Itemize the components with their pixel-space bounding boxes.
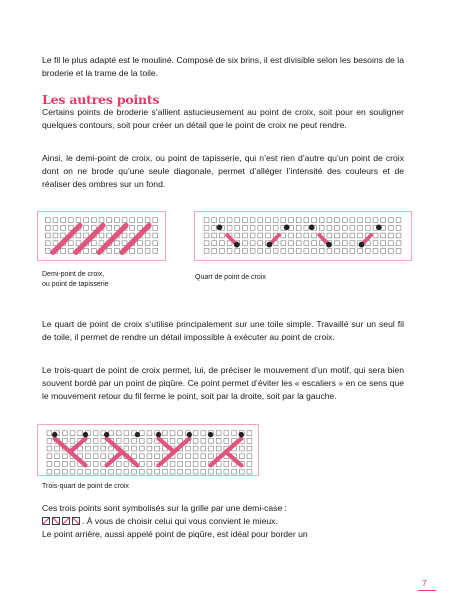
grid-cell <box>84 225 89 230</box>
grid-cell <box>61 248 66 253</box>
grid-cell <box>281 248 286 253</box>
grid-cell <box>91 248 96 253</box>
grid-cell <box>76 233 81 238</box>
grid-cell <box>186 454 191 459</box>
grid-cell <box>273 248 278 253</box>
grid-cell <box>201 454 206 459</box>
grid-cell <box>62 469 67 474</box>
grid-cell <box>250 225 255 230</box>
grid-cell <box>204 233 209 238</box>
grid-cell <box>99 218 104 223</box>
grid-cell <box>219 218 224 223</box>
grid-cell <box>216 446 221 451</box>
grid-cell <box>296 225 301 230</box>
grid-cell <box>84 248 89 253</box>
grid-cell <box>209 469 214 474</box>
grid-cell <box>45 225 50 230</box>
grid-cell <box>130 225 135 230</box>
page-number: 7 <box>422 578 427 588</box>
grid-cell <box>201 446 206 451</box>
paragraph-other-stitches: Certains points de broderie s’allient astucieusement au point de croix, soit pour en souligner quelques contours, soit pour créer un détail que le point de croix ne peut rendre. <box>42 107 404 130</box>
grid-cell <box>381 218 386 223</box>
grid-cell <box>186 462 191 467</box>
grid-cell <box>132 469 137 474</box>
grid-cell <box>258 233 263 238</box>
grid-cell <box>186 469 191 474</box>
grid-cell <box>312 241 317 246</box>
grid-cell <box>114 218 119 223</box>
grid-cell <box>312 218 317 223</box>
caption-quarter-stitch: Quart de point de croix <box>195 274 266 281</box>
grid-cell <box>101 454 106 459</box>
grid-cell <box>219 241 224 246</box>
grid-cell <box>170 431 175 436</box>
grid-cell <box>388 225 393 230</box>
grid-cell <box>235 218 240 223</box>
grid-cell <box>247 469 252 474</box>
grid-cell <box>304 218 309 223</box>
grid-cell <box>358 248 363 253</box>
grid-cell <box>239 446 244 451</box>
grid-cell <box>319 225 324 230</box>
grid-cell <box>109 469 114 474</box>
grid-cell <box>145 233 150 238</box>
grid-cell <box>116 431 121 436</box>
grid-cell <box>296 248 301 253</box>
grid-cell <box>212 225 217 230</box>
grid-cell <box>178 469 183 474</box>
grid-cell <box>209 446 214 451</box>
grid-cell <box>319 218 324 223</box>
grid-cell <box>243 233 248 238</box>
grid-cell <box>45 248 50 253</box>
grid-cell <box>327 248 332 253</box>
grid-cell <box>250 218 255 223</box>
grid-cell <box>78 469 83 474</box>
grid-cell <box>335 248 340 253</box>
half-square-symbol-icon <box>72 517 80 525</box>
grid-cell <box>373 233 378 238</box>
grid-cell <box>204 248 209 253</box>
grid-cell <box>342 225 347 230</box>
grid-cell <box>232 469 237 474</box>
half-stitch-figure <box>37 211 166 261</box>
grid-cell <box>281 218 286 223</box>
grid-cell <box>396 233 401 238</box>
grid-cell <box>139 438 144 443</box>
grid-cell <box>266 233 271 238</box>
grid-cell <box>186 446 191 451</box>
grid-cell <box>114 248 119 253</box>
grid-cell <box>45 241 50 246</box>
grid-cell <box>122 218 127 223</box>
grid-cell <box>243 248 248 253</box>
paragraph-back-stitch: Le point arrière, aussi appelé point de piqûre, est idéal pour border un <box>42 529 308 539</box>
grid-cell <box>247 438 252 443</box>
grid-cell <box>335 218 340 223</box>
grid-cell <box>342 218 347 223</box>
grid-cell <box>47 469 52 474</box>
grid-cell <box>388 233 393 238</box>
half-square-symbol-icon <box>52 517 60 525</box>
grid-cell <box>145 241 150 246</box>
grid-cell <box>93 462 98 467</box>
grid-cell <box>93 431 98 436</box>
grid-cell <box>93 446 98 451</box>
grid-cell <box>212 248 217 253</box>
grid-cell <box>99 233 104 238</box>
grid-cell <box>153 218 158 223</box>
grid-cell <box>91 241 96 246</box>
grid-cell <box>147 462 152 467</box>
grid-cell <box>145 218 150 223</box>
grid-cell <box>373 248 378 253</box>
grid-cell <box>247 446 252 451</box>
grid-cell <box>107 248 112 253</box>
grid-cell <box>212 233 217 238</box>
grid-cell <box>232 431 237 436</box>
grid-cell <box>45 233 50 238</box>
grid-cell <box>373 241 378 246</box>
half-stitch-diagram <box>38 212 165 260</box>
grid-cell <box>296 218 301 223</box>
paragraph-symbols <box>42 502 404 528</box>
grid-cell <box>70 431 75 436</box>
grid-cell <box>216 438 221 443</box>
grid-cell <box>53 218 58 223</box>
grid-cell <box>53 233 58 238</box>
grid-cell <box>153 248 158 253</box>
grid-cell <box>153 225 158 230</box>
grid-cell <box>201 469 206 474</box>
grid-cell <box>212 218 217 223</box>
grid-cell <box>68 248 73 253</box>
quarter-stitch-diagram <box>195 212 411 260</box>
grid-cell <box>396 225 401 230</box>
grid-cell <box>319 248 324 253</box>
grid-cell <box>55 454 60 459</box>
grid-cell <box>107 225 112 230</box>
grid-cell <box>53 225 58 230</box>
grid-cell <box>162 469 167 474</box>
grid-cell <box>116 462 121 467</box>
grid-cell <box>47 462 52 467</box>
grid-cell <box>335 241 340 246</box>
grid-cell <box>212 241 217 246</box>
grid-cell <box>312 233 317 238</box>
grid-cell <box>327 218 332 223</box>
grid-cell <box>91 218 96 223</box>
grid-cell <box>109 446 114 451</box>
grid-cell <box>219 233 224 238</box>
grid-cell <box>155 454 160 459</box>
grid-cell <box>388 248 393 253</box>
quarter-stitch-figure <box>194 211 412 261</box>
grid-cell <box>304 225 309 230</box>
grid-cell <box>47 431 52 436</box>
grid-cell <box>365 218 370 223</box>
grid-cell <box>258 248 263 253</box>
grid-cell <box>86 446 91 451</box>
grid-cell <box>396 248 401 253</box>
grid-cell <box>258 225 263 230</box>
grid-cell <box>342 241 347 246</box>
grid-cell <box>304 241 309 246</box>
grid-cell <box>304 233 309 238</box>
grid-cell <box>76 218 81 223</box>
grid-cell <box>373 218 378 223</box>
grid-cell <box>138 248 143 253</box>
grid-cell <box>55 469 60 474</box>
grid-cell <box>116 438 121 443</box>
grid-cell <box>258 241 263 246</box>
grid-cell <box>45 218 50 223</box>
grid-cell <box>178 454 183 459</box>
grid-cell <box>235 248 240 253</box>
grid-cell <box>266 218 271 223</box>
symbols-choice-text: . À vous de choisir celui qui vous convient le mieux. <box>82 516 278 526</box>
grid-cell <box>86 454 91 459</box>
half-square-symbol-icon <box>42 517 50 525</box>
grid-cell <box>162 431 167 436</box>
grid-cell <box>289 233 294 238</box>
grid-cell <box>388 241 393 246</box>
grid-cell <box>170 462 175 467</box>
grid-cell <box>273 225 278 230</box>
grid-cell <box>116 469 121 474</box>
three-quarter-stitch-diagram <box>38 425 258 475</box>
grid-cell <box>153 233 158 238</box>
grid-cell <box>247 462 252 467</box>
grid-cell <box>122 233 127 238</box>
grid-cell <box>147 454 152 459</box>
grid-cell <box>227 248 232 253</box>
grid-cell <box>124 438 129 443</box>
grid-cell <box>178 462 183 467</box>
grid-cell <box>55 462 60 467</box>
grid-cell <box>247 431 252 436</box>
grid-cell <box>258 218 263 223</box>
grid-cell <box>124 469 129 474</box>
grid-cell <box>296 241 301 246</box>
grid-cell <box>365 248 370 253</box>
three-quarter-stitch-figure <box>37 424 259 476</box>
grid-cell <box>335 225 340 230</box>
grid-cell <box>289 218 294 223</box>
grid-cell <box>335 233 340 238</box>
grid-cell <box>55 446 60 451</box>
grid-cell <box>243 225 248 230</box>
grid-cell <box>193 462 198 467</box>
grid-cell <box>224 469 229 474</box>
grid-cell <box>381 248 386 253</box>
grid-cell <box>239 454 244 459</box>
caption-half-stitch: Demi-point de croix, ou point de tapisserie <box>42 271 109 288</box>
grid-cell <box>47 446 52 451</box>
caption-three-quarter-stitch: Trois-quart de point de croix <box>42 483 129 490</box>
half-square-symbol-icon <box>62 517 70 525</box>
grid-cell <box>193 431 198 436</box>
grid-cell <box>93 438 98 443</box>
grid-cell <box>47 454 52 459</box>
grid-cell <box>62 462 67 467</box>
grid-cell <box>209 454 214 459</box>
grid-cell <box>216 431 221 436</box>
grid-cell <box>358 233 363 238</box>
grid-cell <box>235 225 240 230</box>
page-number-underline <box>418 590 436 591</box>
grid-cell <box>139 454 144 459</box>
grid-cell <box>62 431 67 436</box>
grid-cell <box>204 241 209 246</box>
grid-cell <box>209 438 214 443</box>
grid-cell <box>84 218 89 223</box>
grid-cell <box>224 431 229 436</box>
grid-cell <box>101 469 106 474</box>
grid-cell <box>289 241 294 246</box>
grid-cell <box>139 469 144 474</box>
grid-cell <box>350 241 355 246</box>
grid-cell <box>147 469 152 474</box>
grid-cell <box>93 469 98 474</box>
grid-cell <box>224 438 229 443</box>
grid-cell <box>147 438 152 443</box>
grid-cell <box>350 218 355 223</box>
grid-cell <box>342 248 347 253</box>
grid-cell <box>155 469 160 474</box>
grid-cell <box>68 218 73 223</box>
grid-cell <box>239 469 244 474</box>
symbols-intro-text: Ces trois points sont symbolisés sur la grille par une demi-case : <box>42 503 288 513</box>
grid-cell <box>396 241 401 246</box>
grid-cell <box>350 248 355 253</box>
grid-cell <box>101 446 106 451</box>
grid-cell <box>358 218 363 223</box>
grid-cell <box>281 241 286 246</box>
grid-cell <box>78 431 83 436</box>
grid-cell <box>216 469 221 474</box>
paragraph-half-stitch: Ainsi, le demi-point de croix, ou point de tapisserie, qui n’est rien d’autre qu’un point de croix dont on ne brode qu’une seule diagonale, permet d’alléger l’intensité des couleurs et de réaliser des ombres sur un fond. <box>42 153 404 189</box>
grid-cell <box>138 218 143 223</box>
grid-cell <box>193 454 198 459</box>
grid-cell <box>62 438 67 443</box>
grid-cell <box>170 438 175 443</box>
grid-cell <box>132 438 137 443</box>
grid-cell <box>250 241 255 246</box>
grid-cell <box>153 241 158 246</box>
grid-cell <box>304 248 309 253</box>
grid-cell <box>155 446 160 451</box>
grid-cell <box>247 454 252 459</box>
grid-cell <box>139 446 144 451</box>
grid-cell <box>61 225 66 230</box>
intro-paragraph: Le fil le plus adapté est le mouliné. Composé de six brins, il est divisible selon les besoins de la broderie et la trame de la toile. <box>42 55 404 78</box>
grid-cell <box>289 248 294 253</box>
grid-cell <box>193 446 198 451</box>
grid-cell <box>224 462 229 467</box>
grid-cell <box>147 431 152 436</box>
grid-cell <box>70 438 75 443</box>
grid-cell <box>327 233 332 238</box>
grid-cell <box>250 233 255 238</box>
grid-cell <box>204 218 209 223</box>
grid-cell <box>107 218 112 223</box>
grid-cell <box>93 454 98 459</box>
grid-cell <box>342 233 347 238</box>
grid-cell <box>273 218 278 223</box>
grid-cell <box>132 446 137 451</box>
grid-cell <box>62 454 67 459</box>
grid-cell <box>145 248 150 253</box>
grid-cell <box>365 225 370 230</box>
grid-cell <box>130 248 135 253</box>
grid-cell <box>193 469 198 474</box>
grid-cell <box>227 218 232 223</box>
grid-cell <box>381 241 386 246</box>
grid-cell <box>138 241 143 246</box>
grid-cell <box>124 446 129 451</box>
grid-cell <box>235 233 240 238</box>
grid-cell <box>396 218 401 223</box>
grid-cell <box>266 248 271 253</box>
grid-cell <box>219 248 224 253</box>
grid-cell <box>147 446 152 451</box>
grid-cell <box>201 438 206 443</box>
grid-cell <box>70 469 75 474</box>
grid-cell <box>61 218 66 223</box>
grid-cell <box>86 469 91 474</box>
grid-cell <box>130 218 135 223</box>
grid-cell <box>312 248 317 253</box>
grid-cell <box>250 248 255 253</box>
grid-cell <box>201 462 206 467</box>
grid-cell <box>266 225 271 230</box>
grid-cell <box>114 241 119 246</box>
grid-cell <box>358 225 363 230</box>
grid-cell <box>388 218 393 223</box>
grid-cell <box>204 225 209 230</box>
grid-cell <box>47 438 52 443</box>
grid-cell <box>70 462 75 467</box>
paragraph-three-quarter-stitch: Le trois-quart de point de croix permet, lui, de préciser le mouvement d’un motif, qui sera bien souvent bordé par un point de piqûre. Ce point permet d’éviter les « escaliers » en ce sens que le mouvement retour du fil ferme le point, soit par la droite, soit par la gauche. <box>42 365 404 401</box>
grid-cell <box>227 225 232 230</box>
grid-cell <box>350 225 355 230</box>
grid-cell <box>381 233 386 238</box>
grid-cell <box>296 233 301 238</box>
grid-cell <box>178 431 183 436</box>
grid-cell <box>170 469 175 474</box>
grid-cell <box>281 233 286 238</box>
paragraph-quarter-stitch: Le quart de point de croix s’utilise principalement sur une toile simple. Travaillé sur un seul fil de toile, il permet de rendre un détail impossible à exécuter au point de croix. <box>42 319 404 342</box>
grid-cell <box>243 241 248 246</box>
section-heading: Les autres points <box>42 92 160 107</box>
grid-cell <box>139 462 144 467</box>
grid-cell <box>68 241 73 246</box>
grid-cell <box>327 225 332 230</box>
grid-cell <box>350 233 355 238</box>
grid-cell <box>193 438 198 443</box>
grid-cell <box>201 431 206 436</box>
grid-cell <box>243 218 248 223</box>
grid-cell <box>124 462 129 467</box>
grid-cell <box>132 454 137 459</box>
grid-cell <box>124 431 129 436</box>
